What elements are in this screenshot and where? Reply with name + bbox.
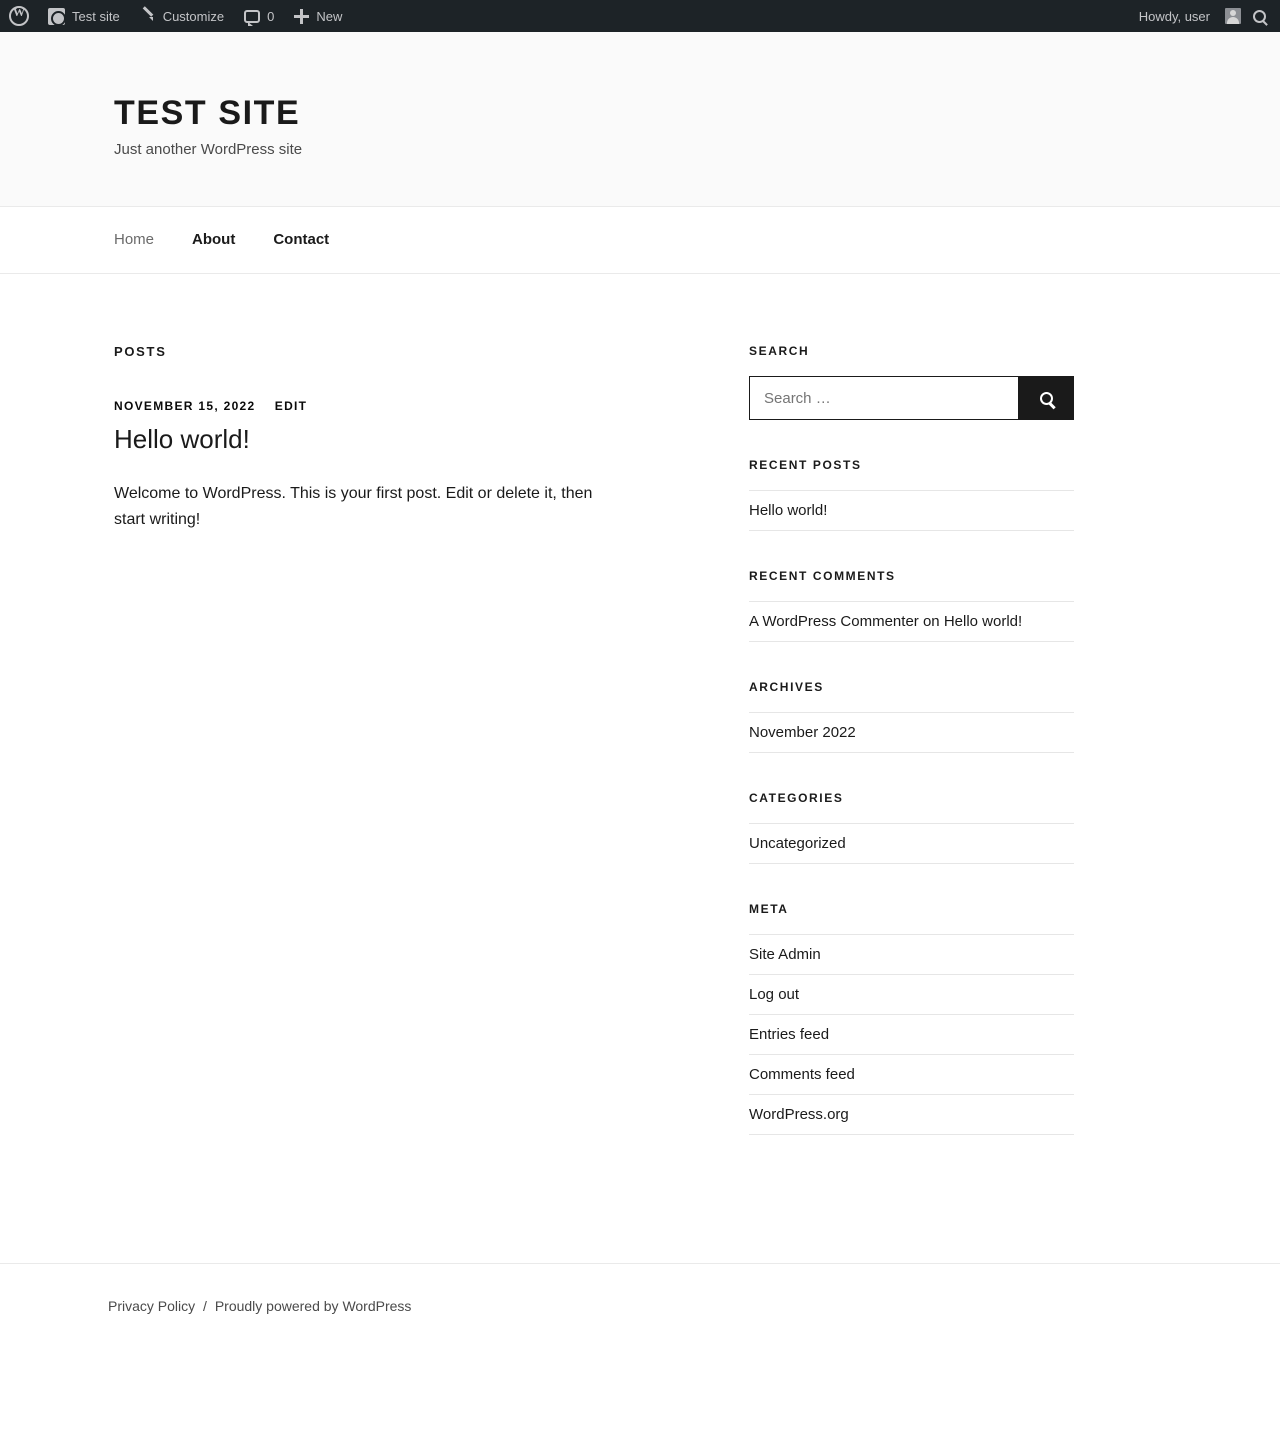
post-edit-link[interactable]: EDIT bbox=[274, 399, 308, 414]
list-item[interactable] bbox=[749, 975, 1074, 1015]
meta-list bbox=[749, 934, 1074, 1135]
adminbar-site-name[interactable] bbox=[38, 0, 130, 32]
posts-heading: POSTS bbox=[114, 344, 167, 360]
footer-separator: / bbox=[203, 1298, 207, 1315]
nav-link-about[interactable]: About bbox=[192, 231, 236, 249]
list-item[interactable] bbox=[749, 1055, 1074, 1095]
search-submit-button[interactable] bbox=[1018, 376, 1074, 420]
comment-on-word: on bbox=[922, 613, 940, 631]
comment-author: A WordPress Commenter bbox=[749, 613, 919, 631]
adminbar-customize[interactable] bbox=[130, 0, 234, 32]
pencil-icon bbox=[140, 8, 156, 24]
adminbar-right-group bbox=[1129, 0, 1280, 32]
main-navigation bbox=[0, 207, 1280, 274]
footer-credits bbox=[108, 1298, 1172, 1314]
widget-archives-title: ARCHIVES bbox=[749, 680, 824, 695]
meta-link-wordpress-org[interactable]: WordPress.org bbox=[749, 1106, 849, 1124]
adminbar-new-label: New bbox=[316, 8, 343, 24]
adminbar-comments[interactable] bbox=[234, 0, 284, 32]
primary-content bbox=[114, 344, 694, 1173]
widget-meta-title: META bbox=[749, 902, 789, 917]
post-meta bbox=[114, 399, 694, 413]
comment-bubble-icon bbox=[244, 10, 260, 23]
meta-link-comments-feed[interactable]: Comments feed bbox=[749, 1066, 855, 1084]
post-title bbox=[114, 423, 694, 457]
widget-archives bbox=[749, 680, 1074, 753]
content-area bbox=[114, 274, 1166, 1173]
post-article bbox=[114, 399, 694, 534]
meta-link-entries-feed[interactable]: Entries feed bbox=[749, 1026, 830, 1044]
search-input[interactable] bbox=[749, 376, 1018, 420]
category-link[interactable]: Uncategorized bbox=[749, 835, 846, 853]
search-icon bbox=[1040, 392, 1053, 405]
widget-meta bbox=[749, 902, 1074, 1135]
list-item[interactable] bbox=[749, 712, 1074, 753]
archive-link[interactable]: November 2022 bbox=[749, 724, 856, 742]
list-item[interactable] bbox=[749, 1095, 1074, 1135]
recent-posts-list bbox=[749, 490, 1074, 531]
nav-item-home[interactable] bbox=[114, 231, 154, 249]
adminbar-new[interactable] bbox=[284, 0, 352, 32]
sidebar bbox=[749, 344, 1074, 1173]
list-item[interactable] bbox=[749, 934, 1074, 975]
list-item[interactable] bbox=[749, 601, 1074, 642]
adminbar-my-account[interactable] bbox=[1129, 0, 1241, 32]
privacy-policy-link[interactable]: Privacy Policy bbox=[108, 1298, 196, 1315]
search-icon bbox=[1253, 10, 1266, 23]
powered-by-link[interactable]: Proudly powered by WordPress bbox=[214, 1298, 412, 1315]
widget-recent-comments bbox=[749, 569, 1074, 642]
categories-list bbox=[749, 823, 1074, 864]
adminbar-comments-count: 0 bbox=[267, 8, 275, 24]
nav-link-home[interactable]: Home bbox=[114, 231, 155, 249]
adminbar-customize-label: Customize bbox=[162, 8, 225, 24]
list-item[interactable] bbox=[749, 490, 1074, 531]
widget-recent-posts-title: RECENT POSTS bbox=[749, 458, 862, 473]
widget-categories bbox=[749, 791, 1074, 864]
meta-link-log-out[interactable]: Log out bbox=[749, 986, 800, 1004]
list-item[interactable] bbox=[749, 1015, 1074, 1055]
widget-categories-title: CATEGORIES bbox=[749, 791, 844, 806]
adminbar-wp-logo[interactable] bbox=[0, 0, 38, 32]
nav-item-contact[interactable] bbox=[273, 231, 329, 249]
recent-post-link[interactable]: Hello world! bbox=[749, 502, 828, 520]
comment-post-link[interactable]: Hello world! bbox=[943, 613, 1023, 631]
recent-comments-list bbox=[749, 601, 1074, 642]
post-title-link[interactable]: Hello world! bbox=[114, 424, 250, 455]
adminbar-site-name-label: Test site bbox=[72, 8, 120, 24]
archives-list bbox=[749, 712, 1074, 753]
site-tagline: Just another WordPress site bbox=[114, 141, 303, 159]
list-item[interactable] bbox=[749, 823, 1074, 864]
nav-item-about[interactable] bbox=[192, 231, 235, 249]
post-excerpt: Welcome to WordPress. This is your first post. Edit or delete it, then start writing! bbox=[114, 484, 593, 529]
post-content bbox=[114, 481, 694, 534]
wp-admin-bar bbox=[0, 0, 1280, 32]
widget-search-title: SEARCH bbox=[749, 344, 810, 359]
widget-recent-comments-title: RECENT COMMENTS bbox=[749, 569, 896, 584]
adminbar-search-button[interactable] bbox=[1241, 10, 1280, 23]
wordpress-logo-icon bbox=[9, 6, 29, 26]
search-form bbox=[749, 376, 1074, 420]
plus-icon bbox=[294, 9, 309, 24]
site-header bbox=[0, 32, 1280, 207]
site-footer bbox=[0, 1263, 1280, 1354]
post-date[interactable]: NOVEMBER 15, 2022 bbox=[114, 399, 256, 414]
widget-search bbox=[749, 344, 1074, 420]
avatar bbox=[1225, 8, 1241, 24]
nav-link-contact[interactable]: Contact bbox=[273, 231, 330, 249]
page-title[interactable]: TEST SITE bbox=[114, 94, 301, 132]
nav-list bbox=[114, 207, 1166, 273]
meta-link-site-admin[interactable]: Site Admin bbox=[749, 946, 821, 964]
site-icon bbox=[48, 8, 65, 25]
widget-recent-posts bbox=[749, 458, 1074, 531]
howdy-label: Howdy, user bbox=[1138, 8, 1210, 24]
